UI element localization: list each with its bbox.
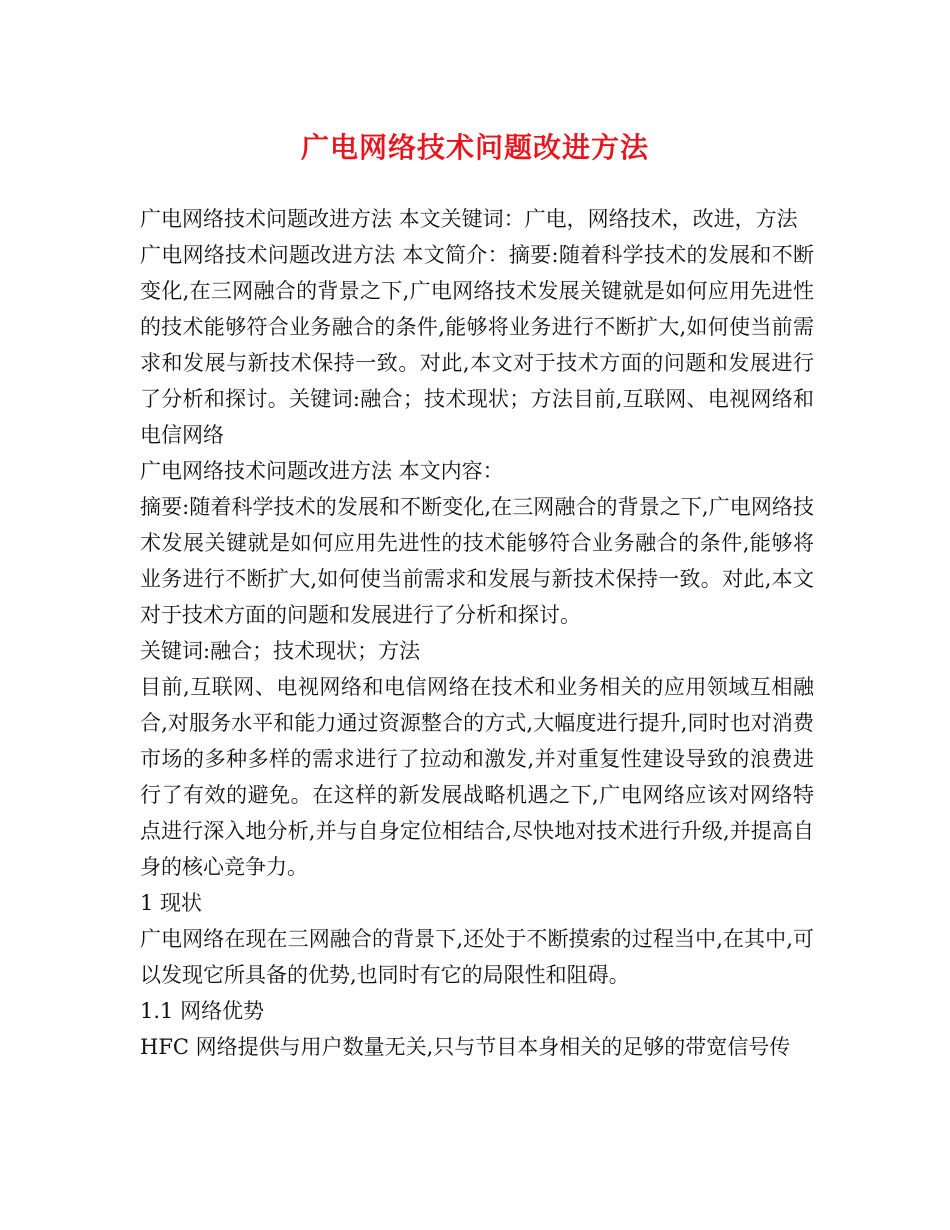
document-title: 广电网络技术问题改进方法 [300, 131, 649, 164]
section-heading-status: 1 现状 [140, 891, 203, 915]
status-paragraph: 广电网络在现在三网融合的背景下,还处于不断摸索的过程当中,在其中,可以发现它所具备的优势,也同时有它的局限性和阻碍。 [140, 927, 814, 987]
hfc-paragraph: HFC 网络提供与用户数量无关,只与节目本身相关的足够的带宽信号传 [140, 1035, 791, 1059]
abstract-paragraph: 摘要:随着科学技术的发展和不断变化,在三网融合的背景之下,广电网络技术发展关键就是如何应用先进性的技术能够符合业务融合的条件,能够将业务进行不断扩大,如何使当前需求和发展与新技术保持一致。对此,本文对于技术方面的问题和发展进行了分析和探讨。 [140, 495, 814, 627]
summary-paragraph: 广电网络技术问题改进方法 本文简介：摘要:随着科学技术的发展和不断变化,在三网融合的背景之下,广电网络技术发展关键就是如何应用先进性的技术能够符合业务融合的条件,能够将业务进行不断扩大,如何使当前需求和发展与新技术保持一致。对此,本文对于技术方面的问题和发展进行了分析和探讨。关键词:融合；技术现状；方法目前,互联网、电视网络和电信网络 [140, 243, 814, 447]
content-heading: 广电网络技术问题改进方法 本文内容： [140, 459, 504, 483]
document-body [140, 201, 814, 1065]
keywords-paragraph: 关键词:融合；技术现状；方法 [140, 639, 421, 663]
keywords-line: 广电网络技术问题改进方法 本文关键词：广电，网络技术，改进，方法 [140, 207, 798, 231]
subsection-heading-advantages: 1.1 网络优势 [140, 999, 265, 1023]
intro-paragraph: 目前,互联网、电视网络和电信网络在技术和业务相关的应用领域互相融合,对服务水平和能力通过资源整合的方式,大幅度进行提升,同时也对消费市场的多种多样的需求进行了拉动和激发,并对重复性建设导致的浪费进行了有效的避免。在这样的新发展战略机遇之下,广电网络应该对网络特点进行深入地分析,并与自身定位相结合,尽快地对技术进行升级,并提高自身的核心竞争力。 [140, 675, 814, 879]
